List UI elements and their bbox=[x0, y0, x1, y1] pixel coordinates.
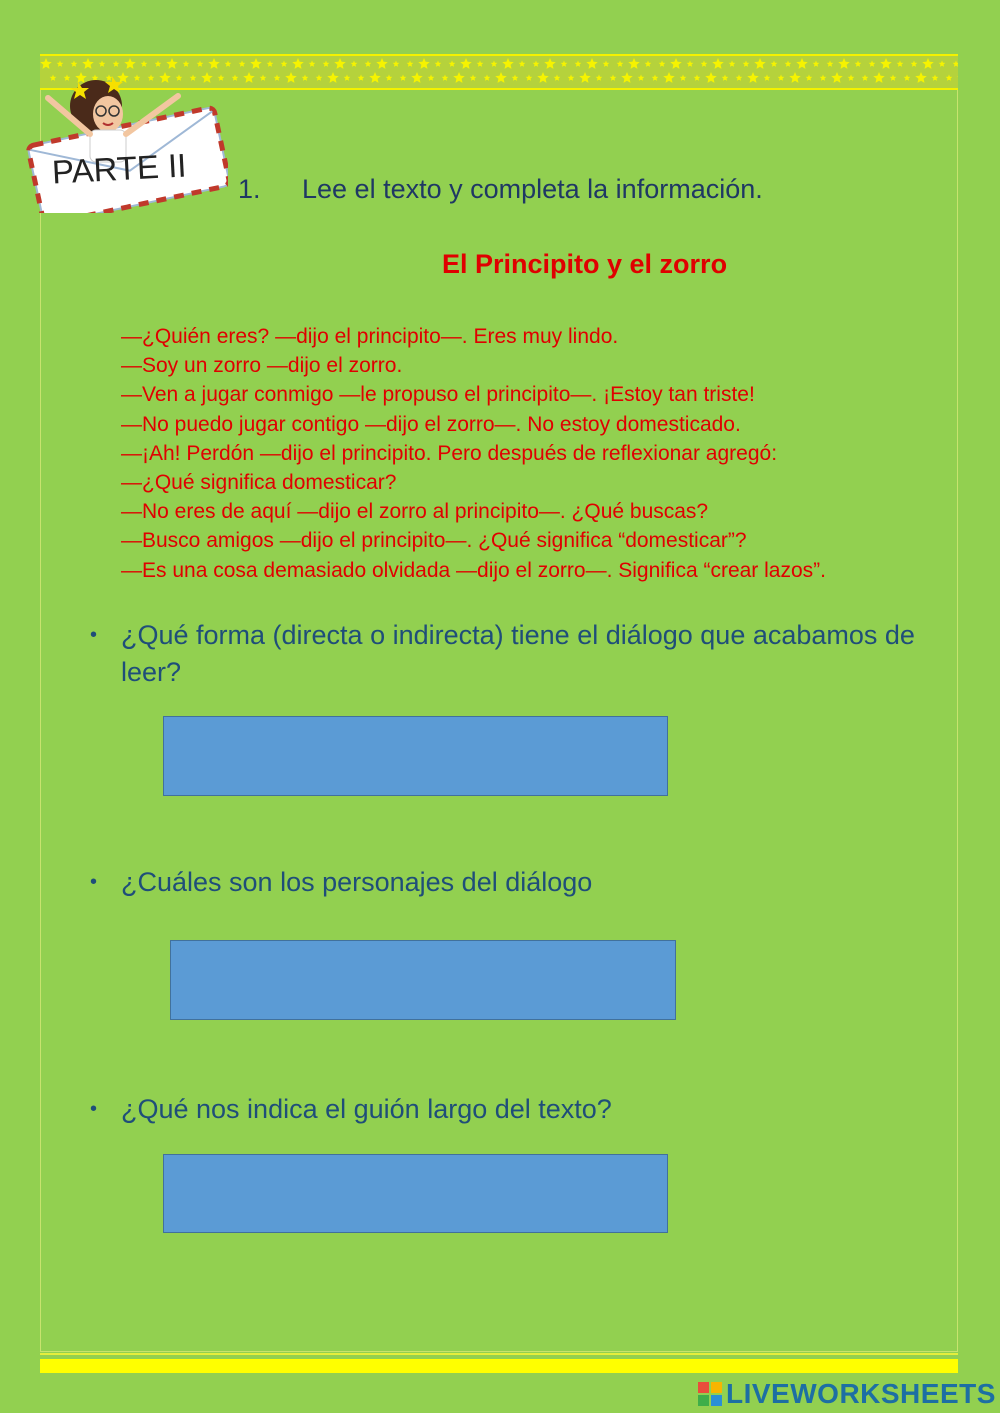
star-icon bbox=[351, 61, 358, 67]
star-icon bbox=[449, 61, 456, 67]
star-icon bbox=[729, 61, 736, 67]
star-icon bbox=[183, 61, 190, 67]
star-icon bbox=[687, 61, 694, 67]
star-icon bbox=[659, 61, 666, 67]
star-icon bbox=[890, 75, 897, 81]
question-1 bbox=[90, 617, 970, 691]
star-icon bbox=[596, 75, 603, 81]
watermark-text: LIVEWORKSHEETS bbox=[726, 1378, 996, 1409]
dialogue-line: —¿Qué significa domesticar? bbox=[121, 471, 397, 495]
star-icon bbox=[778, 75, 785, 81]
star-icon bbox=[495, 72, 506, 83]
liveworksheets-logo-icon bbox=[698, 1382, 722, 1406]
star-icon bbox=[754, 58, 765, 69]
star-icon bbox=[579, 72, 590, 83]
bullet: • bbox=[90, 624, 98, 646]
star-icon bbox=[477, 61, 484, 67]
star-icon bbox=[544, 58, 555, 69]
star-icon bbox=[484, 75, 491, 81]
parte-badge bbox=[8, 68, 228, 213]
star-icon bbox=[460, 58, 471, 69]
star-icon bbox=[302, 75, 309, 81]
star-icon bbox=[869, 61, 876, 67]
star-icon bbox=[652, 75, 659, 81]
star-icon bbox=[512, 75, 519, 81]
star-icon bbox=[533, 61, 540, 67]
dialogue-line: —Busco amigos —dijo el principito—. ¿Qué significa “domesticar”? bbox=[121, 529, 747, 553]
star-icon bbox=[575, 61, 582, 67]
star-icon bbox=[911, 61, 918, 67]
dialogue-line: —Soy un zorro —dijo el zorro. bbox=[121, 354, 403, 378]
star-icon bbox=[838, 58, 849, 69]
question-text: ¿Qué nos indica el guión largo del texto? bbox=[121, 1094, 612, 1124]
star-icon bbox=[232, 75, 239, 81]
star-icon bbox=[239, 61, 246, 67]
star-icon bbox=[502, 58, 513, 69]
star-icon bbox=[344, 75, 351, 81]
star-icon bbox=[813, 61, 820, 67]
star-icon bbox=[946, 75, 953, 81]
star-icon bbox=[386, 75, 393, 81]
star-icon bbox=[537, 72, 548, 83]
star-icon bbox=[848, 75, 855, 81]
star-icon bbox=[491, 61, 498, 67]
star-icon bbox=[680, 75, 687, 81]
star-icon bbox=[281, 61, 288, 67]
star-icon bbox=[155, 61, 162, 67]
star-icon bbox=[771, 61, 778, 67]
star-icon bbox=[796, 58, 807, 69]
star-icon bbox=[334, 58, 345, 69]
bullet: • bbox=[90, 1098, 98, 1120]
answer-box-1[interactable] bbox=[163, 716, 668, 796]
star-icon bbox=[764, 75, 771, 81]
star-icon bbox=[915, 72, 926, 83]
dialogue-line: —Es una cosa demasiado olvidada —dijo el zorro—. Significa “crear lazos”. bbox=[121, 558, 826, 582]
star-icon bbox=[393, 61, 400, 67]
star-icon bbox=[260, 75, 267, 81]
bottom-yellow-bar bbox=[40, 1359, 958, 1373]
star-icon bbox=[897, 61, 904, 67]
star-icon bbox=[957, 72, 958, 83]
star-icon bbox=[873, 72, 884, 83]
star-icon bbox=[880, 58, 891, 69]
dialogue-line: —¿Quién eres? —dijo el principito—. Eres muy lindo. bbox=[121, 325, 619, 348]
star-icon bbox=[827, 61, 834, 67]
star-icon bbox=[358, 75, 365, 81]
instruction bbox=[238, 174, 763, 205]
star-icon bbox=[250, 58, 261, 69]
star-icon bbox=[789, 72, 800, 83]
star-icon bbox=[442, 75, 449, 81]
star-icon bbox=[519, 61, 526, 67]
star-icon bbox=[694, 75, 701, 81]
envelope-avatar-icon bbox=[8, 68, 228, 213]
star-icon bbox=[806, 75, 813, 81]
star-icon bbox=[747, 72, 758, 83]
star-icon bbox=[285, 72, 296, 83]
star-icon bbox=[411, 72, 422, 83]
star-icon bbox=[953, 61, 958, 67]
liveworksheets-watermark bbox=[698, 1378, 996, 1410]
star-icon bbox=[376, 58, 387, 69]
story-title: El Principito y el zorro bbox=[442, 249, 728, 279]
star-icon bbox=[663, 72, 674, 83]
star-icon bbox=[922, 58, 933, 69]
star-icon bbox=[831, 72, 842, 83]
question-2 bbox=[90, 864, 970, 901]
star-icon bbox=[670, 58, 681, 69]
star-icon bbox=[645, 61, 652, 67]
star-icon bbox=[243, 72, 254, 83]
star-icon bbox=[99, 61, 106, 67]
star-icon bbox=[855, 61, 862, 67]
answer-box-3[interactable] bbox=[163, 1154, 668, 1233]
star-icon bbox=[526, 75, 533, 81]
star-icon bbox=[197, 61, 204, 67]
star-icon bbox=[712, 58, 723, 69]
star-icon bbox=[327, 72, 338, 83]
star-icon bbox=[113, 61, 120, 67]
star-icon bbox=[617, 61, 624, 67]
bullet: • bbox=[90, 871, 98, 893]
star-icon bbox=[225, 61, 232, 67]
star-icon bbox=[820, 75, 827, 81]
star-icon bbox=[292, 58, 303, 69]
instruction-text: Lee el texto y completa la información. bbox=[302, 174, 763, 204]
star-icon bbox=[274, 75, 281, 81]
star-icon bbox=[621, 72, 632, 83]
star-icon bbox=[57, 61, 64, 67]
dialogue-line: —No eres de aquí —dijo el zorro al principito—. ¿Qué buscas? bbox=[121, 500, 709, 524]
parte-label: PARTE II bbox=[51, 146, 188, 191]
question-text: ¿Cuáles son los personajes del diálogo bbox=[121, 867, 593, 897]
dialogue-line: —¡Ah! Perdón —dijo el principito. Pero después de reflexionar agregó: bbox=[121, 441, 778, 465]
star-icon bbox=[435, 61, 442, 67]
star-icon bbox=[71, 61, 78, 67]
bottom-rule bbox=[40, 1353, 958, 1355]
star-icon bbox=[554, 75, 561, 81]
star-icon bbox=[453, 72, 464, 83]
instruction-number: 1. bbox=[238, 174, 261, 204]
star-icon bbox=[418, 58, 429, 69]
star-icon bbox=[369, 72, 380, 83]
star-icon bbox=[561, 61, 568, 67]
question-3 bbox=[90, 1091, 970, 1128]
star-icon bbox=[705, 72, 716, 83]
answer-box-2[interactable] bbox=[170, 940, 676, 1020]
star-icon bbox=[323, 61, 330, 67]
star-icon bbox=[428, 75, 435, 81]
star-icon bbox=[470, 75, 477, 81]
star-icon bbox=[610, 75, 617, 81]
star-icon bbox=[628, 58, 639, 69]
dialogue-line: —No puedo jugar contigo —dijo el zorro—. No estoy domesticado. bbox=[121, 412, 741, 436]
star-icon bbox=[785, 61, 792, 67]
star-icon bbox=[365, 61, 372, 67]
star-icon bbox=[743, 61, 750, 67]
star-icon bbox=[722, 75, 729, 81]
star-icon bbox=[701, 61, 708, 67]
star-icon bbox=[638, 75, 645, 81]
question-text: ¿Qué forma (directa o indirecta) tiene el diálogo que acabamos de leer? bbox=[121, 620, 915, 687]
star-icon bbox=[316, 75, 323, 81]
star-icon bbox=[904, 75, 911, 81]
star-icon bbox=[400, 75, 407, 81]
dialogue-text bbox=[121, 322, 826, 585]
star-icon bbox=[568, 75, 575, 81]
star-icon bbox=[309, 61, 316, 67]
star-icon bbox=[932, 75, 939, 81]
star-icon bbox=[736, 75, 743, 81]
star-icon bbox=[862, 75, 869, 81]
star-icon bbox=[141, 61, 148, 67]
star-icon bbox=[407, 61, 414, 67]
star-icon bbox=[586, 58, 597, 69]
dialogue-line: —Ven a jugar conmigo —le propuso el principito—. ¡Estoy tan triste! bbox=[121, 383, 755, 407]
star-icon bbox=[939, 61, 946, 67]
star-icon bbox=[267, 61, 274, 67]
star-icon bbox=[603, 61, 610, 67]
